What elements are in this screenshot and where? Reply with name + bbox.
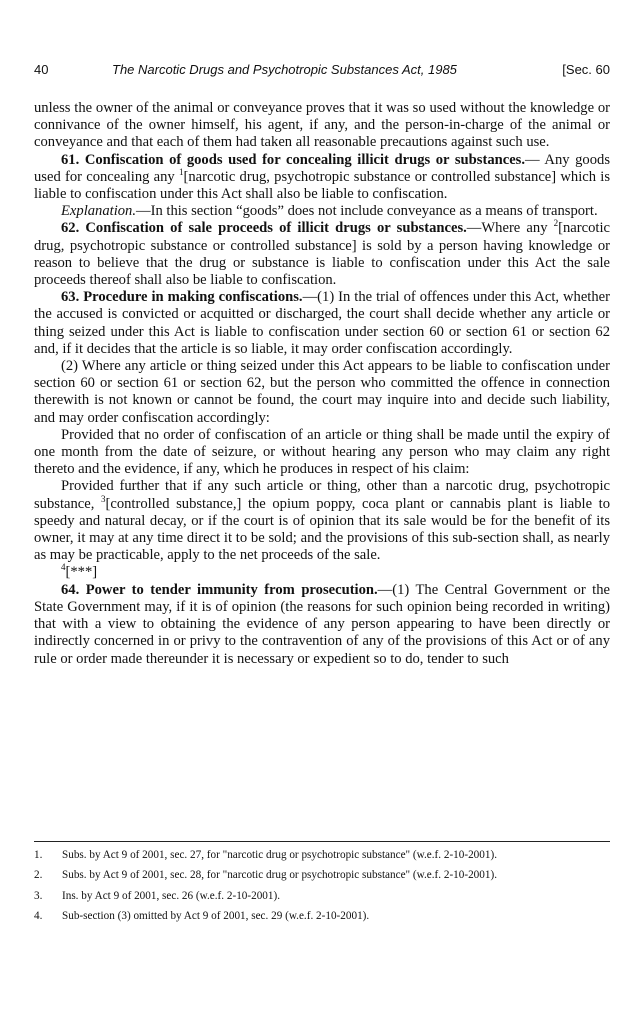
body-text — [34, 100, 610, 668]
footnote-number: 1. — [34, 849, 43, 861]
page-header — [34, 62, 610, 80]
section-61 — [34, 152, 610, 204]
section-61-dash: — — [525, 151, 540, 168]
footnote-ref-3: 3 — [100, 493, 106, 504]
section-64-heading: 64. Power to tender immunity from prosecution. — [61, 581, 378, 598]
omitted-subsection — [34, 564, 610, 581]
explanation-label: Explanation. — [61, 203, 136, 220]
page-number: 40 — [34, 62, 49, 77]
footnote-text: Subs. by Act 9 of 2001, sec. 28, for "narcotic drug or psychotropic substance" (w.e.f. 2-10-2001). — [62, 869, 497, 882]
footnote-number: 3. — [34, 889, 43, 902]
footnote-text: Sub-section (3) omitted by Act 9 of 2001, sec. 29 (w.e.f. 2-10-2001). — [62, 909, 370, 922]
proviso-2-text-a: Provided further that if any such article or thing, other than a narcotic drug, psychotropic substance, — [34, 478, 610, 512]
section-63-subsection-2: (2) Where any article or thing seized under this Act appears to be liable to confiscation under section 60 or section 61 or section 62, but the person who committed the offence in connection therewith is not known or cannot be found, the court may inquire into and decide such liability, and may order confiscation accordingly: — [34, 358, 610, 426]
footnote-divider — [34, 841, 610, 842]
section-61-text-a: Any goods used for concealing any — [34, 151, 610, 185]
footnote-1 — [34, 848, 610, 862]
omitted-marker: [***] — [65, 564, 98, 581]
section-64-text: —(1) The Central Government or the State Government may, if it is of opinion (the reasons for such opinion being recorded in writing) that with a view to obtaining the evidence of any person appearing to have been directly or indirectly concerned in or privy to the contravention of any of the provisions of this Act or of any rule or order made thereunder it is necessary or expedient so to do, tender to such — [34, 581, 610, 667]
footnote-number: 2. — [34, 869, 43, 882]
footnote-2 — [34, 868, 610, 882]
explanation-text: —In this section “goods” does not include conveyance as a means of transport. — [136, 203, 598, 220]
section-62 — [34, 220, 610, 289]
section-63-text: —(1) In the trial of offences under this Act, whether the accused is convicted or acquitted or discharged, the court shall decide whether any article or thing seized under this Act is liable to confiscation under section 60 or section 61 or section 62 and, if it decides that the article is so liable, it may order confiscation accordingly. — [34, 289, 611, 357]
footnote-text: Subs. by Act 9 of 2001, sec. 27, for "narcotic drug or psychotropic substance" (w.e.f. 2-10-2001). — [62, 849, 497, 861]
section-63 — [34, 289, 610, 358]
footnote-4 — [34, 909, 610, 923]
paragraph-continuation: unless the owner of the animal or conveyance proves that it was so used without the knowledge or connivance of the owner himself, his agent, if any, and the person-in-charge of the animal or conveyance and that each of them had taken all reasonable precautions against such use. — [34, 100, 610, 151]
footnote-3 — [34, 889, 610, 903]
section-62-heading: 62. Confiscation of sale proceeds of illicit drugs or substances. — [61, 220, 467, 237]
section-63-heading: 63. Procedure in making confiscations. — [61, 289, 303, 306]
proviso-1: Provided that no order of confiscation of an article or thing shall be made until the expiry of one month from the date of seizure, or without hearing any person who may claim any right thereto and the evidence, if any, which he produces in respect of his claim: — [34, 426, 610, 478]
explanation — [34, 203, 610, 220]
footnote-ref-1: 1 — [178, 166, 184, 177]
proviso-2 — [34, 478, 610, 564]
section-62-text-a: —Where any — [466, 220, 554, 237]
section-64 — [34, 582, 610, 668]
running-title: The Narcotic Drugs and Psychotropic Substances Act, 1985 — [112, 62, 457, 77]
footnote-ref-2: 2 — [553, 218, 559, 229]
footnote-ref-4: 4 — [61, 562, 66, 573]
section-61-heading: 61. Confiscation of goods used for concealing illicit drugs or substances. — [61, 151, 526, 168]
footnote-number: 4. — [34, 909, 43, 922]
section-62-text-b: [narcotic drug, psychotropic substance or controlled substance] is sold by a person having knowledge or reason to believe that the drug or substance is liable to confiscation under this Act the sale proceeds thereof shall also be liable to confiscation. — [34, 220, 610, 289]
footnotes — [34, 848, 610, 929]
section-61-text-b: [narcotic drug, psychotropic substance or controlled substance] which is liable to confiscation under this Act shall also be liable to confiscation. — [34, 168, 610, 203]
footnote-text: Ins. by Act 9 of 2001, sec. 26 (w.e.f. 2-10-2001). — [62, 889, 281, 902]
section-marker: [Sec. 60 — [562, 62, 610, 77]
proviso-2-text-b: [controlled substance,] the opium poppy, coca plant or cannabis plant is liable to speedy and natural decay, or if the court is of opinion that its sale would be for the benefit of its owner, it may at any time direct it to be sold; and the provisions of this sub-section shall, as nearly as may be practicable, apply to the net proceeds of the sale. — [34, 495, 610, 564]
